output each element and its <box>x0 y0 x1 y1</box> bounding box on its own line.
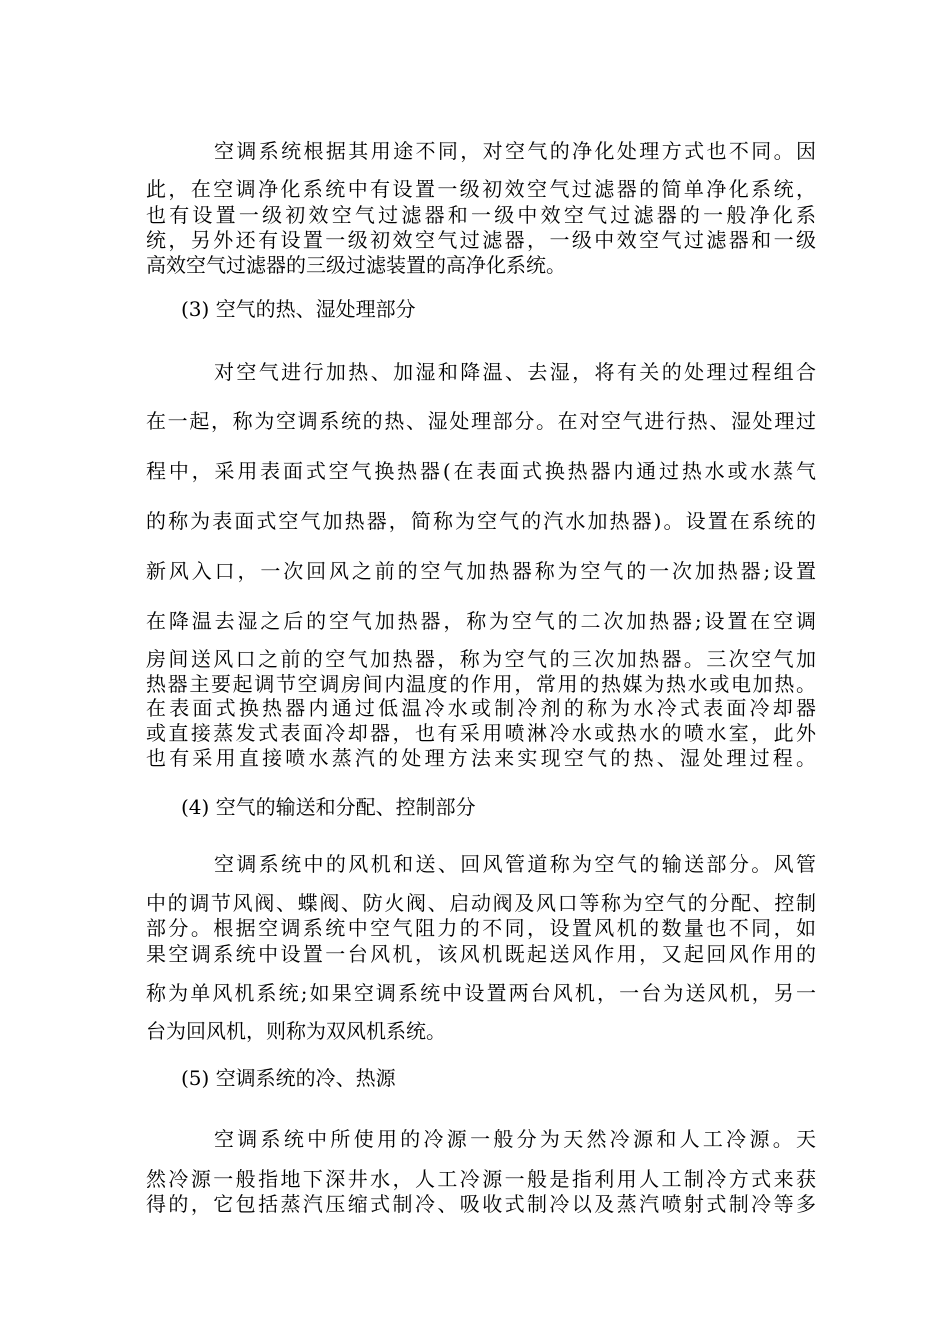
paragraph-line: 在一起，称为空调系统的热、湿处理部分。在对空气进行热、湿处理过 <box>146 409 818 433</box>
section-heading: (3) 空气的热、湿处理部分 <box>181 297 416 321</box>
paragraph-line: 中的调节风阀、蝶阀、防火阀、启动阀及风口等称为空气的分配、控制 <box>146 891 818 915</box>
paragraph-line: 对空气进行加热、加湿和降温、去湿，将有关的处理过程组合 <box>214 360 819 384</box>
paragraph-line: 部分。根据空调系统中空气阻力的不同，设置风机的数量也不同，如 <box>146 916 819 940</box>
paragraph-line: 统，另外还有设置一级初效空气过滤器，一级中效空气过滤器和一级 <box>146 228 819 252</box>
paragraph-line: 称为单风机系统;如果空调系统中设置两台风机，一台为送风机，另一 <box>146 981 819 1005</box>
paragraph-line: 热器主要起调节空调房间内温度的作用，常用的热媒为热水或电加热。 <box>146 672 818 696</box>
paragraph-line: 的称为表面式空气加热器，简称为空气的汽水加热器)。设置在系统的 <box>146 509 819 533</box>
paragraph-line: 台为回风机，则称为双风机系统。 <box>146 1019 446 1043</box>
paragraph-line: 然冷源一般指地下深井水，人工冷源一般是指利用人工制冷方式来获 <box>146 1167 819 1191</box>
paragraph-line: 或直接蒸发式表面冷却器，也有采用喷淋冷水或热水的喷水室，此外 <box>146 721 819 745</box>
paragraph-line: 在表面式换热器内通过低温冷水或制冷剂的称为水冷式表面冷却器 <box>146 696 820 720</box>
paragraph-line: 新风入口，一次回风之前的空气加热器称为空气的一次加热器;设置 <box>146 559 819 583</box>
section-heading: (4) 空气的输送和分配、控制部分 <box>181 795 476 819</box>
section-heading: (5) 空调系统的冷、热源 <box>181 1066 396 1090</box>
paragraph-line: 空调系统中的风机和送、回风管道称为空气的输送部分。风管 <box>214 852 819 876</box>
paragraph-line: 也有采用直接喷水蒸汽的处理方法来实现空气的热、湿处理过程。 <box>146 746 820 770</box>
paragraph-line: 程中，采用表面式空气换热器(在表面式换热器内通过热水或水蒸气 <box>146 459 819 483</box>
paragraph-line: 空调系统中所使用的冷源一般分为天然冷源和人工冷源。天 <box>214 1127 820 1151</box>
paragraph-line: 得的，它包括蒸汽压缩式制冷、吸收式制冷以及蒸汽喷射式制冷等多 <box>146 1192 819 1216</box>
paragraph-line: 果空调系统中设置一台风机，该风机既起送风作用，又起回风作用的 <box>146 942 819 966</box>
paragraph-line: 房间送风口之前的空气加热器，称为空气的三次加热器。三次空气加 <box>146 647 819 671</box>
paragraph-line: 也有设置一级初效空气过滤器和一级中效空气过滤器的一般净化系 <box>146 203 820 227</box>
paragraph-line: 此，在空调净化系统中有设置一级初效空气过滤器的简单净化系统， <box>146 177 819 201</box>
paragraph-line: 在降温去湿之后的空气加热器，称为空气的二次加热器;设置在空调 <box>146 609 819 633</box>
paragraph-line: 空调系统根据其用途不同，对空气的净化处理方式也不同。因 <box>214 139 819 163</box>
paragraph-line: 高效空气过滤器的三级过滤装置的高净化系统。 <box>146 253 566 277</box>
